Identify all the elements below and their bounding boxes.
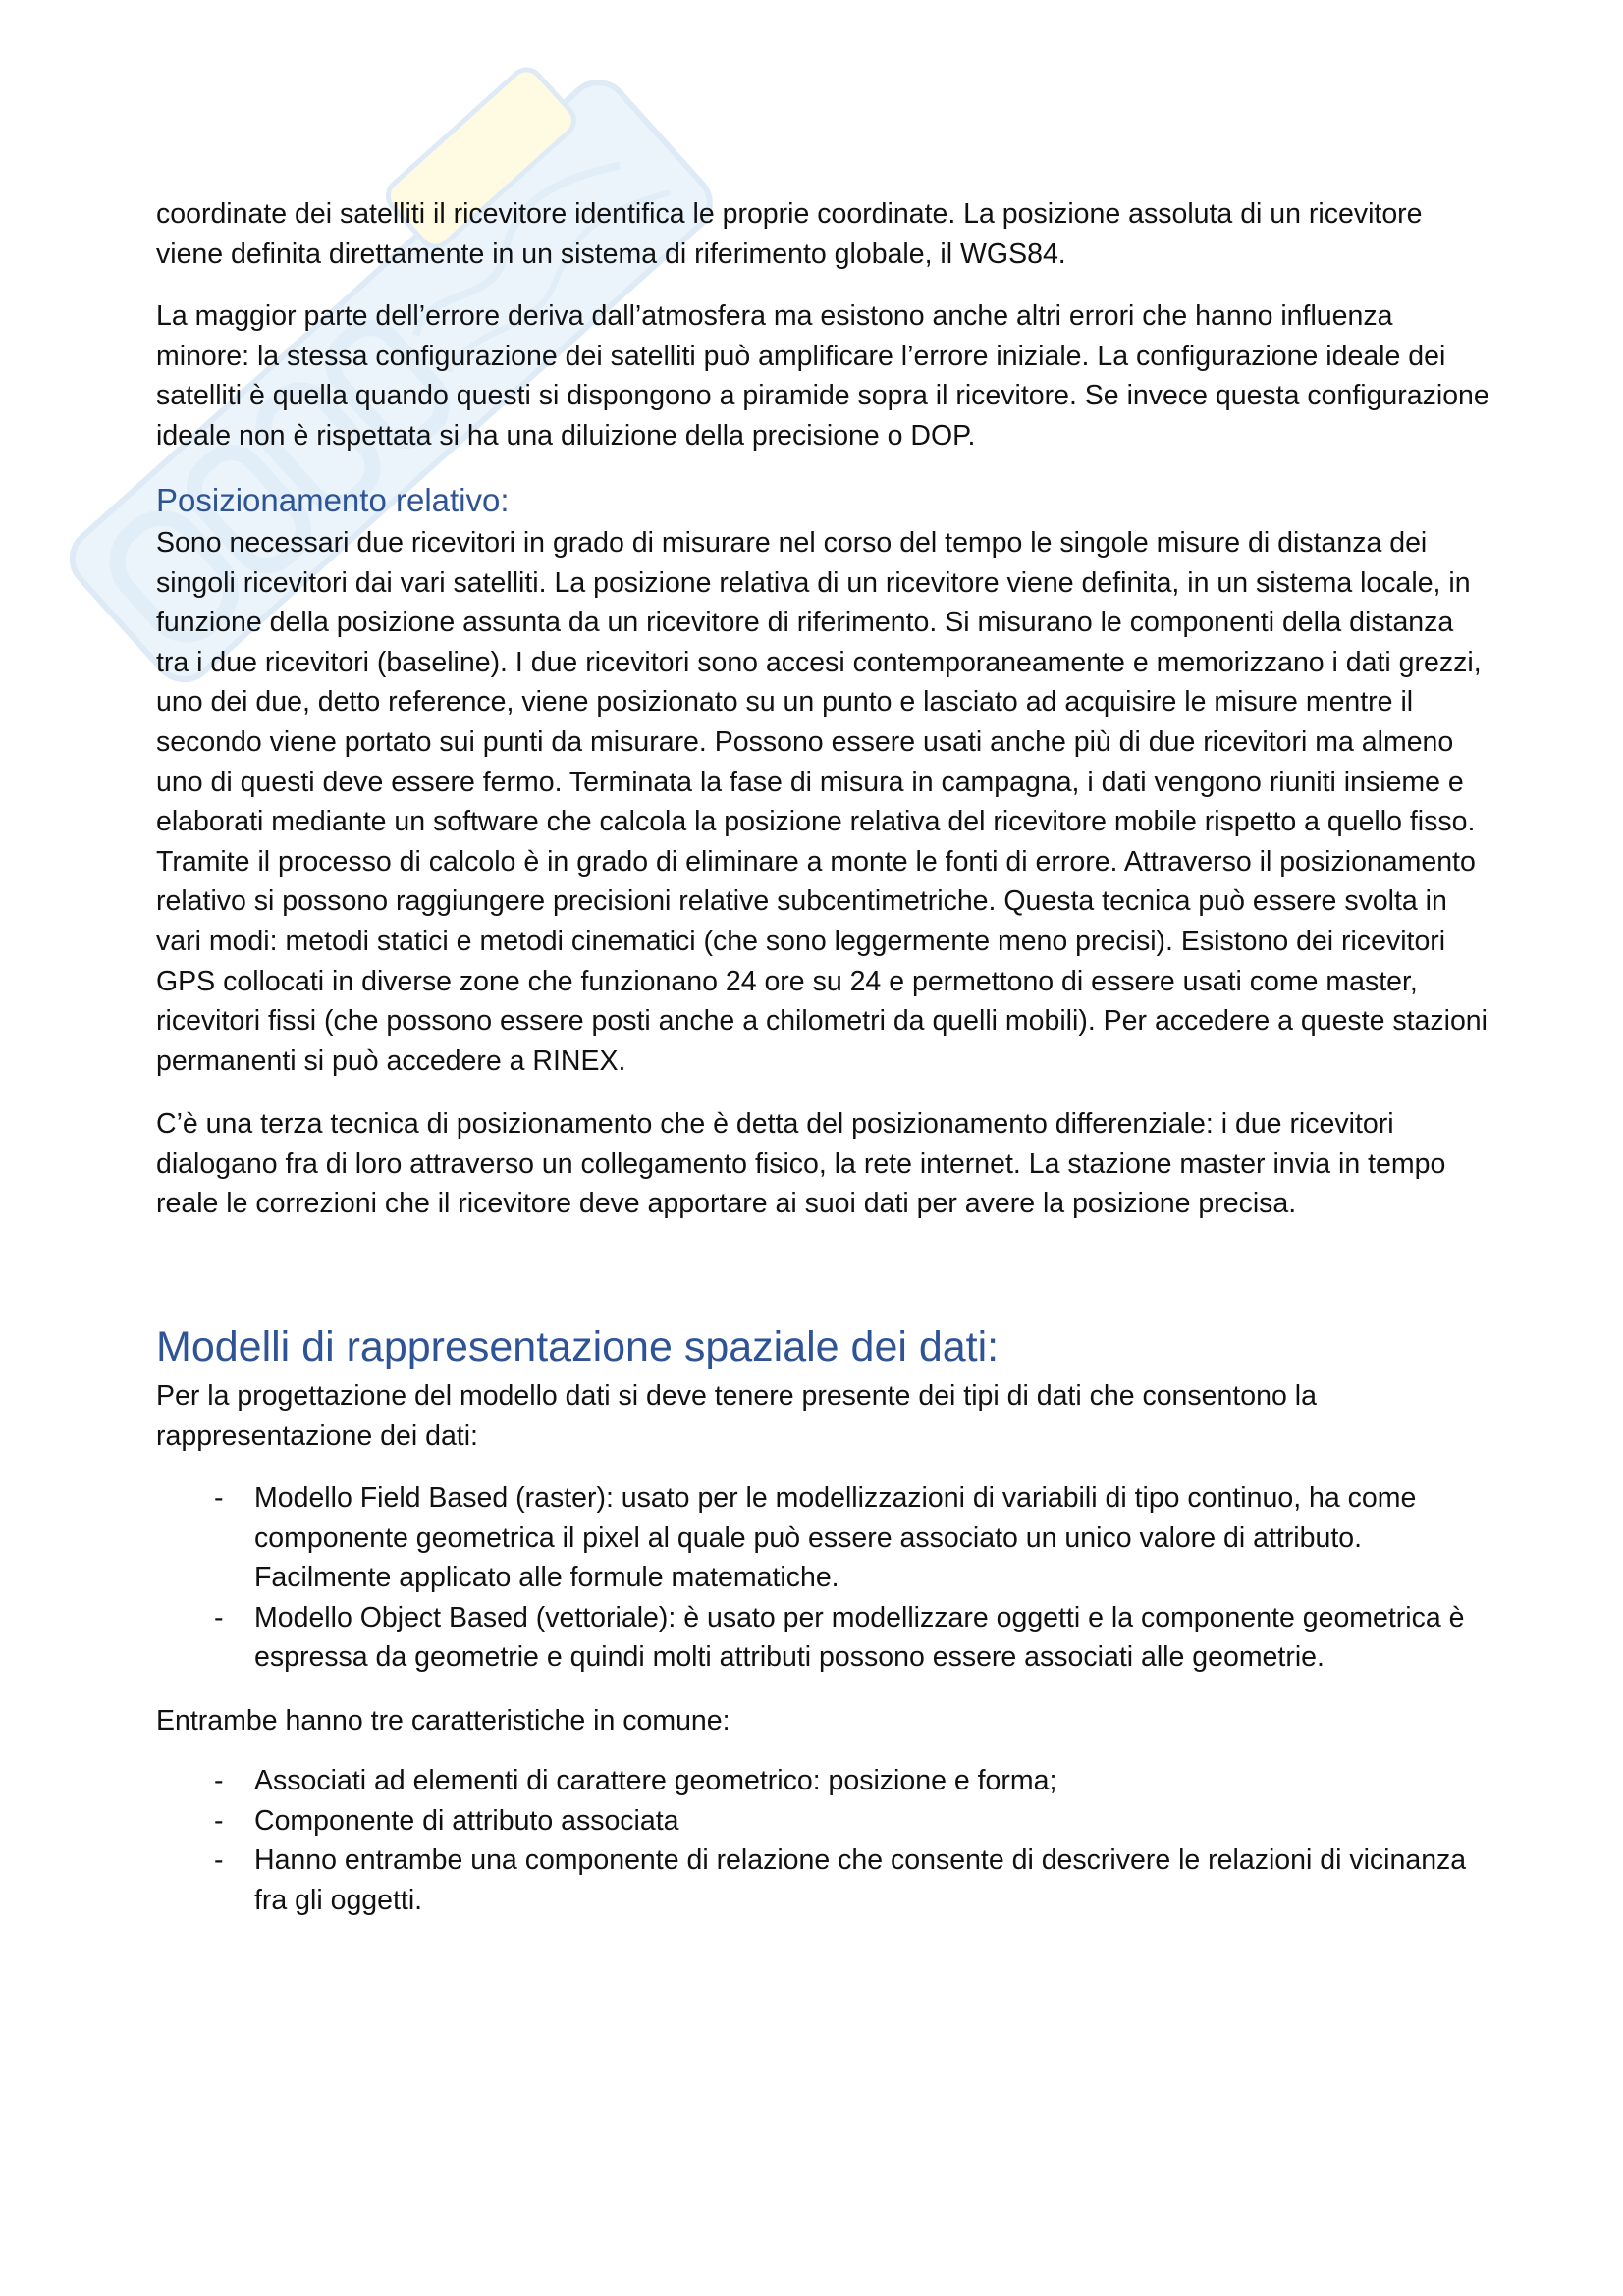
paragraph-line: Entrambe hanno tre caratteristiche in comune: [156, 1705, 730, 1736]
paragraph-line: viene definita direttamente in un sistema di riferimento globale, il WGS84. [156, 238, 1066, 270]
list-item [156, 1761, 1466, 1801]
paragraph-line: minore: la stessa configurazione dei satelliti può amplificare l’errore iniziale. La configurazione ideale dei [156, 340, 1446, 372]
paragraph-line: rappresentazione dei dati: [156, 1419, 478, 1452]
list-item-line: fra gli oggetti. [254, 1884, 423, 1916]
bullet-list [156, 1478, 1465, 1678]
paragraph [156, 1104, 1445, 1224]
paragraph-line: La maggior parte dell’errore deriva dall’atmosfera ma esistono anche altri errori che hanno influenza [156, 300, 1393, 332]
paragraph-line: tra i due ricevitori (baseline). I due ricevitori sono accesi contemporaneamente e memorizzano i dati grezzi, [156, 646, 1482, 678]
paragraph [156, 523, 1488, 1081]
list-item-line: Hanno entrambe una componente di relazione che consente di descrivere le relazioni di vicinanza [254, 1844, 1467, 1877]
bullet-dash: - [214, 1844, 224, 1877]
list-item-text [254, 1761, 1466, 1801]
paragraph-line: Per la progettazione del modello dati si deve tenere presente dei tipi di dati che consentono la [156, 1380, 1317, 1412]
list-item-line: Componente di attributo associata [254, 1804, 679, 1837]
bullet-list [156, 1761, 1466, 1920]
paragraph-line: vari modi: metodi statici e metodi cinematici (che sono leggermente meno precisi). Esistono dei ricevitori [156, 925, 1446, 957]
paragraph-line: satelliti è quella quando questi si dispongono a piramide sopra il ricevitore. Se invece questa configurazione [156, 380, 1489, 412]
paragraph-line: ricevitori fissi (che possono essere posti anche a chilometri da quelli mobili). Per accedere a queste stazioni [156, 1005, 1488, 1038]
list-item-line: espressa da geometrie e quindi molti attributi possono essere associati alle geometrie. [254, 1641, 1325, 1674]
paragraph-line: relativo si possono raggiungere precisioni relative subcentimetriche. Questa tecnica può essere svolta in [156, 885, 1447, 918]
paragraph-line: dialogano fra di loro attraverso un collegamento fisico, la rete internet. La stazione master invia in tempo [156, 1148, 1446, 1180]
section-heading: Modelli di rappresentazione spaziale dei dati: [156, 1323, 1000, 1370]
bullet-dash: - [214, 1765, 224, 1796]
list-item [156, 1478, 1465, 1598]
paragraph [156, 194, 1423, 274]
list-item-line: Modello Field Based (raster): usato per le modellizzazioni di variabili di tipo continuo, ha come [254, 1482, 1417, 1514]
paragraph-line: ideale non è rispettata si ha una diluizione della precisione o DOP. [156, 419, 976, 452]
paragraph-line: funzione della posizione assunta da un ricevitore di riferimento. Si misurano le componenti della distanza [156, 607, 1454, 639]
bullet-dash: - [214, 1804, 224, 1837]
paragraph-line: uno dei due, detto reference, viene posizionato su un punto e lasciato ad acquisire le misure mentre il [156, 686, 1414, 719]
list-item-text [254, 1478, 1465, 1598]
list-item-text [254, 1801, 1466, 1842]
list-item-line: Associati ad elementi di carattere geometrico: posizione e forma; [254, 1765, 1057, 1796]
paragraph-line: secondo viene portato sui punti da misurare. Possono essere usati anche più di due ricevitori ma almeno [156, 725, 1454, 758]
paragraph-line: coordinate dei satelliti il ricevitore identifica le proprie coordinate. La posizione assoluta di un ricevitore [156, 198, 1423, 230]
paragraph-line: C’è una terza tecnica di posizionamento che è detta del posizionamento differenziale: i due ricevitori [156, 1108, 1394, 1140]
paragraph-line: reale le correzioni che il ricevitore deve apportare ai suoi dati per avere la posizione precisa. [156, 1188, 1297, 1220]
list-item [156, 1598, 1465, 1678]
list-item-line: componente geometrica il pixel al quale può essere associato un unico valore di attributo. [254, 1522, 1363, 1554]
list-item-text [254, 1598, 1465, 1678]
list-item-line: Modello Object Based (vettoriale): è usato per modellizzare oggetti e la componente geometrica è [254, 1601, 1465, 1633]
paragraph-line: Sono necessari due ricevitori in grado di misurare nel corso del tempo le singole misure di distanza dei [156, 527, 1428, 559]
list-item-text [254, 1841, 1466, 1920]
paragraph [156, 1701, 730, 1741]
bullet-dash: - [214, 1482, 224, 1514]
paragraph [156, 296, 1489, 455]
paragraph [156, 1376, 1317, 1456]
list-item [156, 1801, 1466, 1842]
paragraph-line: GPS collocati in diverse zone che funzionano 24 ore su 24 e permettono di essere usati come master, [156, 965, 1418, 997]
list-item [156, 1841, 1466, 1920]
section-heading: Posizionamento relativo: [156, 482, 510, 518]
paragraph-line: uno di questi deve essere fermo. Terminata la fase di misura in campagna, i dati vengono riuniti insieme e [156, 766, 1464, 798]
paragraph-line: elaborati mediante un software che calcola la posizione relativa del ricevitore mobile rispetto a quello fisso. [156, 806, 1476, 838]
list-item-line: Facilmente applicato alle formule matematiche. [254, 1562, 839, 1594]
bullet-dash: - [214, 1601, 224, 1633]
paragraph-line: singoli ricevitori dai vari satelliti. La posizione relativa di un ricevitore viene definita, in un sistema locale, in [156, 566, 1471, 599]
paragraph-line: Tramite il processo di calcolo è in grado di eliminare a monte le fonti di errore. Attraverso il posizionamento [156, 845, 1476, 878]
paragraph-line: permanenti si può accedere a RINEX. [156, 1044, 626, 1077]
